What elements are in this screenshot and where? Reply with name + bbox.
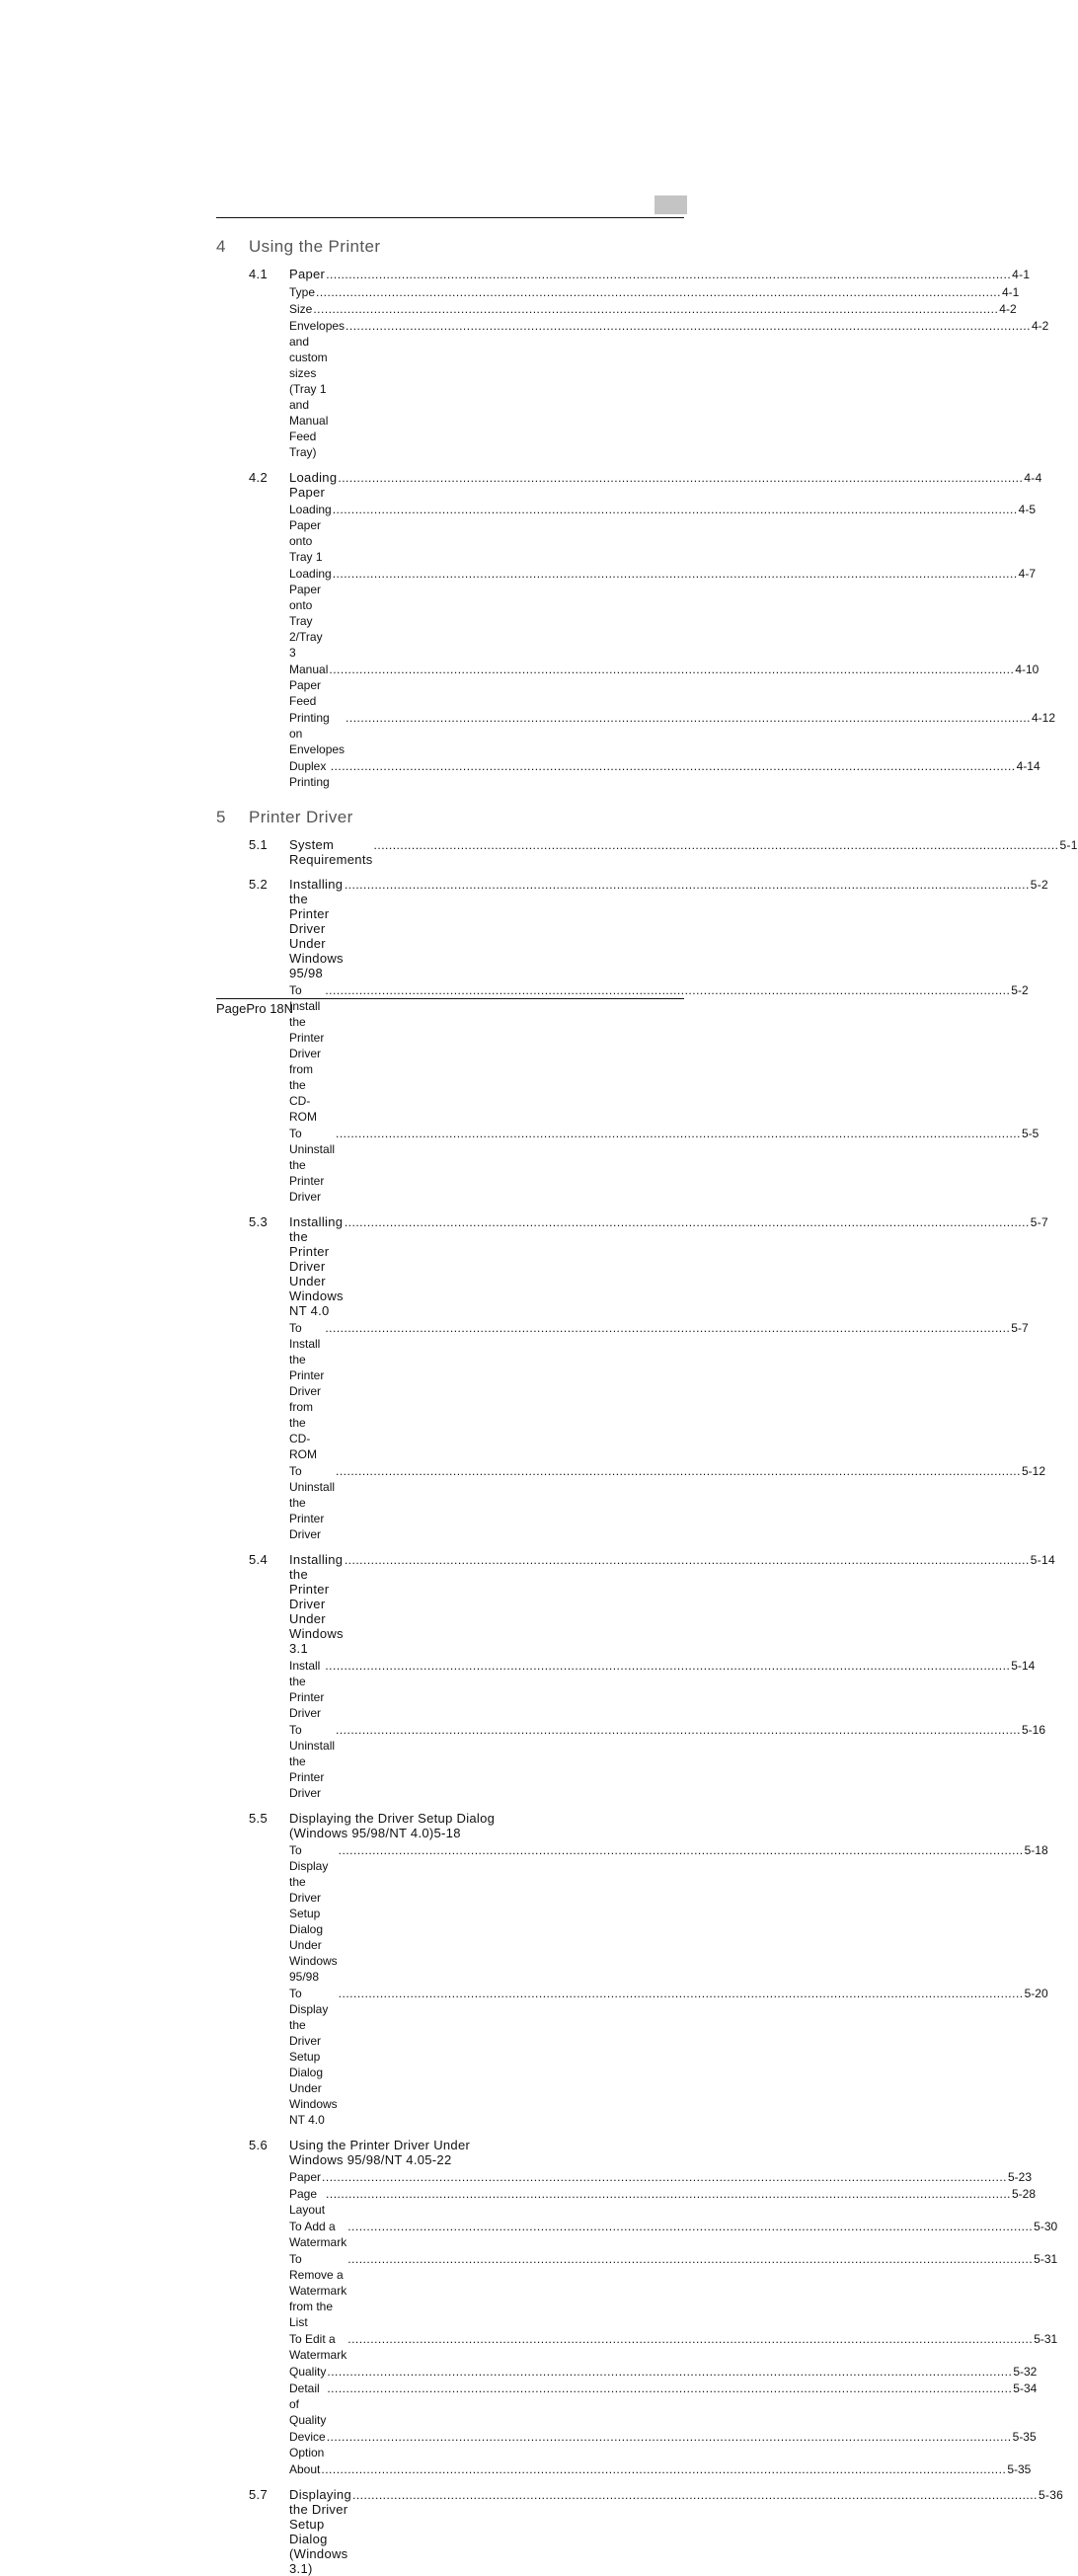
section-number: 4.1: [249, 267, 268, 281]
section-title: Loading Paper: [289, 470, 338, 500]
section-heading[interactable]: [216, 1811, 685, 1840]
entry-page-number: 4-2: [999, 302, 1017, 316]
section-number: 5.4: [249, 1552, 268, 1567]
toc-entry[interactable]: [216, 2169, 1033, 2185]
entry-list: [216, 1658, 1045, 1801]
dot-leader: [352, 2488, 1038, 2503]
dot-leader: [336, 1463, 1021, 1479]
toc-entry[interactable]: [216, 1463, 1045, 1542]
section-heading[interactable]: [216, 877, 1049, 980]
dot-leader: [333, 502, 1018, 517]
dot-leader: [345, 1553, 1030, 1568]
entry-page-number: 5-18: [1024, 1843, 1048, 1857]
toc-section: [216, 1552, 1055, 1801]
toc-entry[interactable]: [216, 2186, 1037, 2218]
section-number: 5.7: [249, 2487, 268, 2502]
dot-leader: [336, 1126, 1021, 1141]
section-page-number: 5-36: [1038, 2488, 1064, 2502]
entry-page-number: 4-14: [1016, 759, 1040, 773]
chapter-number: 5: [216, 808, 226, 826]
section-heading[interactable]: [216, 1552, 1055, 1656]
dot-leader: [347, 2219, 1033, 2234]
entry-page-number: 4-10: [1015, 663, 1040, 676]
section-page-number: 5-14: [1030, 1553, 1055, 1567]
entry-page-number: 5-28: [1011, 2187, 1037, 2201]
toc-section: [216, 1214, 1049, 1542]
dot-leader: [316, 284, 1001, 300]
entry-title: To Uninstall the Printer Driver: [289, 1723, 336, 1800]
footer-rule: [216, 998, 684, 999]
toc-entry[interactable]: [216, 1320, 1029, 1462]
entry-title: Envelopes and custom sizes (Tray 1 and Manual Feed Tray): [289, 319, 346, 459]
toc-entry[interactable]: [216, 2251, 1058, 2330]
entry-page-number: 5-35: [1012, 2430, 1037, 2444]
dot-leader: [325, 982, 1010, 998]
entry-list: [216, 2169, 1058, 2477]
toc-entry[interactable]: [216, 2219, 1058, 2250]
entry-page-number: 4-5: [1018, 503, 1037, 516]
toc-entry[interactable]: [216, 1986, 1048, 2128]
toc-entry[interactable]: [216, 710, 1056, 757]
entry-title: Duplex Printing: [289, 759, 330, 789]
entry-title: Type: [289, 285, 316, 299]
section-title: Paper: [289, 267, 326, 281]
dot-leader: [345, 1215, 1030, 1230]
entry-title: Loading Paper onto Tray 1: [289, 503, 332, 564]
section-number: 5.3: [249, 1214, 268, 1229]
section-number: 5.1: [249, 837, 268, 852]
chapter-heading[interactable]: [216, 237, 685, 259]
dot-leader: [345, 878, 1030, 893]
toc-entry[interactable]: [216, 2429, 1037, 2460]
dot-leader: [331, 758, 1016, 774]
entry-page-number: 5-2: [1011, 983, 1029, 997]
entry-page-number: 5-12: [1021, 1464, 1045, 1478]
section-number: 5.2: [249, 877, 268, 892]
entry-page-number: 4-12: [1032, 711, 1056, 725]
entry-page-number: 5-30: [1034, 2220, 1058, 2233]
entry-title: To Add a Watermark: [289, 2220, 347, 2249]
chapter-title: Using the Printer: [249, 237, 381, 256]
entry-page-number: 4-1: [1001, 285, 1020, 299]
toc-entry[interactable]: [216, 1658, 1036, 1721]
section-number: 5.6: [249, 2138, 268, 2152]
dot-leader: [336, 1722, 1021, 1738]
entry-title: About: [289, 2462, 321, 2476]
section-heading[interactable]: [216, 470, 1042, 500]
entry-page-number: 5-31: [1034, 2332, 1058, 2346]
entry-title: To Edit a Watermark: [289, 2332, 347, 2362]
entry-title: Loading Paper onto Tray 2/Tray 3: [289, 567, 332, 660]
footer-product-name: PagePro 18N: [216, 1001, 294, 1016]
section-title: Installing the Printer Driver Under Windows 3.1: [289, 1552, 344, 1656]
dot-leader: [346, 318, 1031, 334]
dot-leader: [329, 662, 1014, 677]
entry-list: [216, 284, 1049, 460]
dot-leader: [347, 2331, 1033, 2347]
section-title: Displaying the Driver Setup Dialog (Windows 3.1): [289, 2487, 351, 2576]
entry-title: To Uninstall the Printer Driver: [289, 1464, 336, 1541]
entry-page-number: 5-16: [1021, 1723, 1045, 1737]
entry-page-number: 5-14: [1011, 1659, 1036, 1673]
section-page-number: 4-4: [1024, 471, 1042, 485]
toc-entry[interactable]: [216, 2364, 1038, 2380]
toc-section: [216, 267, 1049, 460]
dot-leader: [313, 301, 998, 317]
dot-leader: [347, 2251, 1033, 2267]
entry-title: Detail of Quality: [289, 2381, 327, 2427]
toc-entry[interactable]: [216, 284, 1020, 300]
entry-page-number: 5-20: [1024, 1987, 1048, 2000]
toc-entry[interactable]: [216, 1842, 1048, 1985]
section-title: Installing the Printer Driver Under Windows NT 4.0: [289, 1214, 344, 1318]
entry-page-number: 4-2: [1032, 319, 1049, 333]
toc-entry[interactable]: [216, 502, 1037, 565]
chapter-tab-marker: [654, 195, 687, 214]
entry-title: To Install the Printer Driver from the CD-ROM: [289, 983, 325, 1124]
dot-leader: [333, 566, 1018, 582]
entry-title: Device Option: [289, 2430, 326, 2459]
entry-title: To Display the Driver Setup Dialog Under Windows NT 4.0: [289, 1987, 338, 2127]
entry-page-number: 5-35: [1007, 2462, 1032, 2476]
dot-leader: [327, 2429, 1012, 2445]
entry-page-number: 5-31: [1034, 2252, 1058, 2266]
section-title: Displaying the Driver Setup Dialog (Windows 95/98/NT 4.0)5-18: [289, 1811, 496, 1840]
section-title: System Requirements: [289, 837, 373, 867]
section-heading[interactable]: [216, 1214, 1049, 1318]
section-title: Using the Printer Driver Under Windows 95/98/NT 4.05-22: [289, 2138, 471, 2167]
entry-title: To Remove a Watermark from the List: [289, 2252, 347, 2329]
entry-page-number: 5-32: [1013, 2365, 1038, 2379]
section-heading[interactable]: [216, 267, 1031, 282]
entry-page-number: 5-34: [1013, 2381, 1038, 2395]
entry-page-number: 5-5: [1021, 1127, 1040, 1140]
dot-leader: [325, 1320, 1010, 1336]
entry-title: To Display the Driver Setup Dialog Under Windows 95/98: [289, 1843, 338, 1984]
entry-list: [216, 1320, 1045, 1542]
dot-leader: [338, 471, 1023, 486]
entry-title: Install the Printer Driver: [289, 1659, 325, 1720]
section-page-number: 5-2: [1030, 878, 1049, 892]
section-number: 4.2: [249, 470, 268, 485]
dot-leader: [346, 710, 1031, 726]
dot-leader: [327, 2381, 1012, 2396]
section-heading[interactable]: [216, 2487, 1064, 2576]
toc-entry[interactable]: [216, 301, 1017, 317]
toc-entry[interactable]: [216, 318, 1049, 460]
toc-entry[interactable]: [216, 2331, 1058, 2363]
entry-page-number: 5-7: [1011, 1321, 1029, 1335]
toc-entry[interactable]: [216, 1126, 1040, 1205]
entry-title: To Uninstall the Printer Driver: [289, 1127, 336, 1204]
section-number: 5.5: [249, 1811, 268, 1826]
dot-leader: [325, 1658, 1010, 1674]
toc-section: [216, 2487, 1064, 2576]
dot-leader: [326, 268, 1011, 282]
toc-entry[interactable]: [216, 662, 1040, 709]
dot-leader: [321, 2461, 1006, 2477]
entry-title: To Install the Printer Driver from the CD-ROM: [289, 1321, 325, 1461]
toc-section: [216, 877, 1049, 1205]
toc-entry[interactable]: [216, 566, 1037, 661]
section-title: Installing the Printer Driver Under Windows 95/98: [289, 877, 344, 980]
dot-leader: [339, 1842, 1024, 1858]
header-rule: [216, 217, 684, 218]
table-of-contents: [216, 237, 1078, 2576]
toc-entry[interactable]: [216, 1722, 1045, 1801]
entry-page-number: 5-23: [1007, 2170, 1033, 2184]
toc-section: [216, 470, 1056, 790]
section-heading[interactable]: [216, 2138, 685, 2167]
section-page-number: 4-1: [1012, 268, 1031, 281]
chapter-number: 4: [216, 237, 226, 256]
dot-leader: [374, 838, 1059, 853]
chapter-title: Printer Driver: [249, 808, 353, 826]
section-page-number: 5-7: [1030, 1215, 1049, 1229]
dot-leader: [339, 1986, 1024, 2001]
dot-leader: [327, 2364, 1012, 2380]
section-heading[interactable]: [216, 837, 1078, 867]
entry-page-number: 4-7: [1018, 567, 1037, 581]
dot-leader: [326, 2186, 1011, 2202]
toc-entry[interactable]: [216, 2381, 1038, 2428]
entry-title: Printing on Envelopes: [289, 711, 346, 756]
entry-title: Size: [289, 302, 313, 316]
toc-entry[interactable]: [216, 2461, 1032, 2477]
toc-section: [216, 2138, 1058, 2477]
dot-leader: [322, 2169, 1007, 2185]
toc-section: [216, 1811, 1048, 2128]
entry-list: [216, 502, 1056, 790]
toc-section: [216, 837, 1078, 867]
entry-title: Quality: [289, 2365, 327, 2379]
entry-title: Manual Paper Feed: [289, 663, 329, 708]
toc-entry[interactable]: [216, 758, 1040, 790]
entry-list: [216, 1842, 1048, 2128]
chapter-heading[interactable]: [216, 808, 685, 829]
entry-title: Paper: [289, 2170, 322, 2184]
entry-title: Page Layout: [289, 2187, 326, 2217]
section-page-number: 5-1: [1059, 838, 1078, 852]
